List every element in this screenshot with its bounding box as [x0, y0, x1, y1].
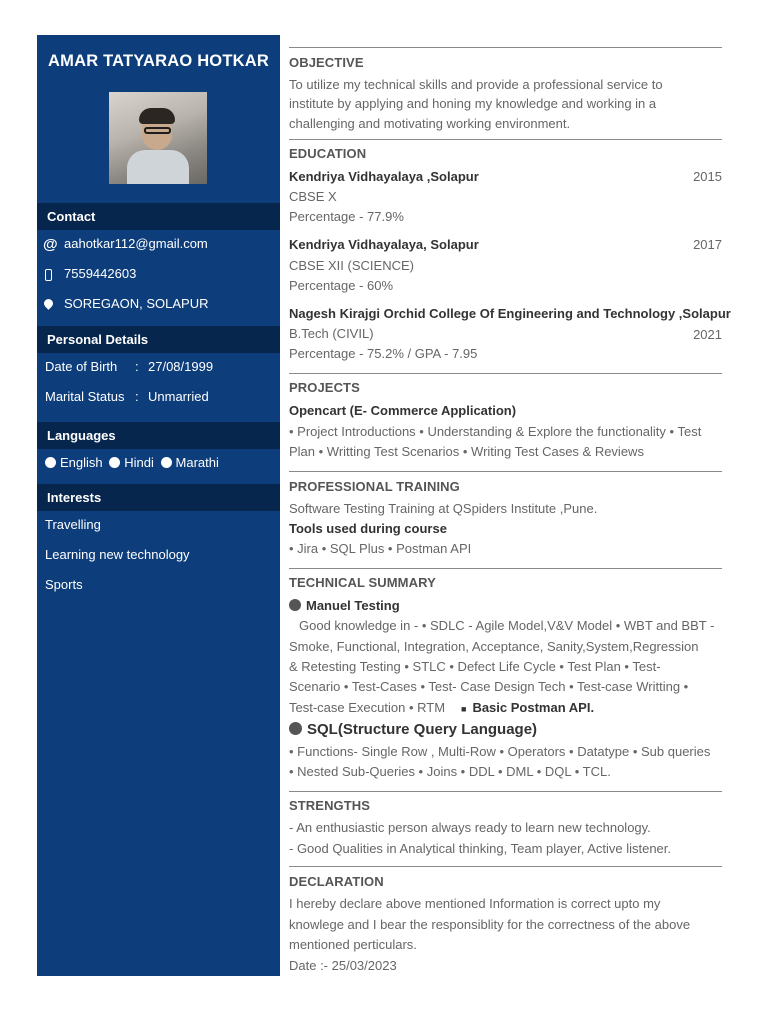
- language-item: Marathi: [175, 455, 219, 470]
- projects-heading: PROJECTS: [289, 380, 360, 395]
- dob-separator: :: [135, 359, 139, 374]
- objective-line: institute by applying and honing my knowledge and working in a: [289, 96, 657, 111]
- score-text: Percentage - 77.9%: [289, 209, 404, 224]
- interests-heading: Interests: [37, 484, 280, 511]
- project-title: Opencart (E- Commerce Application): [289, 403, 517, 418]
- school-name: Nagesh Kirajgi Orchid College Of Engineering and Technology ,Solapur: [289, 306, 731, 321]
- education-year: 2021: [693, 327, 722, 342]
- bullet-icon: [161, 457, 172, 468]
- section-divider: [289, 47, 722, 48]
- bullet-icon: [109, 457, 120, 468]
- manual-line: & Retesting Testing • STLC • Defect Life Cycle • Test Plan • Test-: [289, 659, 661, 674]
- bullet-icon: [289, 599, 301, 611]
- phone-text: 7559442603: [64, 266, 137, 281]
- location-pin-icon: [42, 297, 55, 310]
- strengths-heading: STRENGTHS: [289, 798, 371, 813]
- training-heading: PROFESSIONAL TRAINING: [289, 479, 460, 494]
- manual-testing-title: Manuel Testing: [289, 596, 400, 616]
- declaration-heading: DECLARATION: [289, 874, 384, 889]
- sql-line: • Functions- Single Row , Multi-Row • Operators • Datatype • Sub queries: [289, 744, 711, 759]
- bullet-icon: [289, 722, 302, 735]
- course-name: B.Tech (CIVIL): [289, 326, 374, 341]
- manual-line: Smoke, Functional, Integration, Acceptance, Sanity,System,Regression: [289, 639, 699, 654]
- tools-heading: Tools used during course: [289, 521, 447, 536]
- school-name: Kendriya Vidhayalaya, Solapur: [289, 237, 479, 252]
- score-text: Percentage - 75.2% / GPA - 7.95: [289, 346, 478, 361]
- section-divider: [289, 139, 722, 140]
- strength-line: - An enthusiastic person always ready to learn new technology.: [289, 820, 651, 835]
- tools-list: • Jira • SQL Plus • Postman API: [289, 541, 472, 556]
- education-year: 2015: [693, 169, 722, 184]
- address-text: SOREGAON, SOLAPUR: [64, 296, 209, 311]
- contact-heading: Contact: [37, 203, 280, 230]
- profile-photo: [109, 92, 207, 184]
- manual-line: Scenario • Test-Cases • Test- Case Design Tech • Test-case Writting •: [289, 679, 689, 694]
- language-item: English: [60, 455, 103, 470]
- manual-line: Test-case Execution • RTM: [289, 700, 446, 715]
- marital-value: Unmarried: [148, 389, 209, 404]
- language-item: Hindi: [124, 455, 154, 470]
- objective-line: challenging and motivating working environment.: [289, 116, 571, 131]
- interest-item: Travelling: [45, 517, 101, 532]
- sidebar: [37, 35, 280, 976]
- strength-line: - Good Qualities in Analytical thinking, Team player, Active listener.: [289, 841, 672, 856]
- languages-list: [45, 455, 222, 470]
- bullet-icon: [45, 457, 56, 468]
- school-name: Kendriya Vidhayalaya ,Solapur: [289, 169, 479, 184]
- project-line: • Project Introductions • Understanding & Explore the functionality • Test: [289, 424, 702, 439]
- section-divider: [289, 866, 722, 867]
- manual-line: Good knowledge in - • SDLC - Agile Model,V&V Model • WBT and BBT -: [299, 618, 715, 633]
- section-divider: [289, 568, 722, 569]
- course-name: CBSE XII (SCIENCE): [289, 258, 414, 273]
- phone-icon: [45, 269, 52, 281]
- score-text: Percentage - 60%: [289, 278, 394, 293]
- technical-heading: TECHNICAL SUMMARY: [289, 575, 436, 590]
- section-divider: [289, 471, 722, 472]
- email-text: aahotkar112@gmail.com: [64, 236, 208, 251]
- languages-heading: Languages: [37, 422, 280, 449]
- education-heading: EDUCATION: [289, 146, 367, 161]
- personal-details-heading: Personal Details: [37, 326, 280, 353]
- declaration-line: mentioned perticulars.: [289, 937, 417, 952]
- declaration-line: knowlege and I bear the responsiblity for the correctness of the above: [289, 917, 691, 932]
- declaration-date: Date :- 25/03/2023: [289, 958, 397, 973]
- marital-label: Marital Status: [45, 389, 125, 404]
- section-divider: [289, 791, 722, 792]
- objective-heading: OBJECTIVE: [289, 55, 364, 70]
- postman-item: ■ Basic Postman API.: [461, 700, 595, 715]
- section-divider: [289, 373, 722, 374]
- declaration-line: I hereby declare above mentioned Information is correct upto my: [289, 896, 661, 911]
- at-icon: @: [43, 236, 58, 253]
- course-name: CBSE X: [289, 189, 337, 204]
- sql-line: • Nested Sub-Queries • Joins • DDL • DML • DQL • TCL.: [289, 764, 611, 779]
- training-line: Software Testing Training at QSpiders Institute ,Pune.: [289, 501, 598, 516]
- education-year: 2017: [693, 237, 722, 252]
- interest-item: Sports: [45, 577, 83, 592]
- dob-label: Date of Birth: [45, 359, 118, 374]
- project-line: Plan • Writting Test Scenarios • Writing Test Cases & Reviews: [289, 444, 644, 459]
- marital-separator: :: [135, 389, 139, 404]
- dob-value: 27/08/1999: [148, 359, 214, 374]
- objective-line: To utilize my technical skills and provide a professional service to: [289, 77, 663, 92]
- interest-item: Learning new technology: [45, 547, 190, 562]
- sql-title: SQL(Structure Query Language): [289, 720, 537, 740]
- candidate-name: AMAR TATYARAO HOTKAR: [48, 52, 269, 70]
